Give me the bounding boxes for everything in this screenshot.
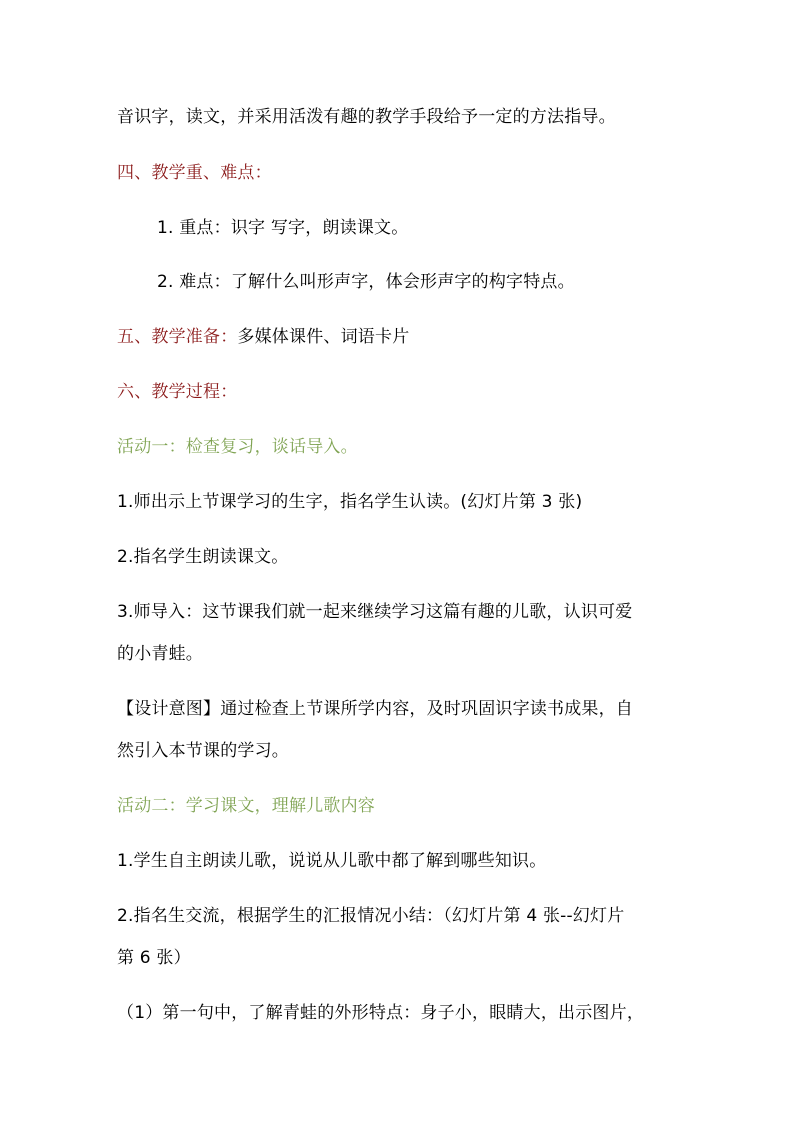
activity-1-step-3-line-2: 的小青蛙。 [117,644,203,664]
section-6-heading: 六、教学过程： [117,382,238,402]
activity-1-step-1: 1.师出示上节课学习的生字，指名学生认读。(幻灯片第 3 张) [117,492,583,512]
section-4-item-1: 1. 重点：识字 写字，朗读课文。 [157,218,409,238]
activity-1-heading: 活动一：检查复习，谈话导入。 [117,437,358,457]
activity-2-sub-1: （1）第一句中，了解青蛙的外形特点：身子小，眼睛大，出示图片， [117,1003,645,1023]
design-intent-line-1: 【设计意图】通过检查上节课所学内容，及时巩固识字读书成果，自 [117,699,633,719]
activity-2-step-2-line-1: 2.指名生交流，根据学生的汇报情况小结：（幻灯片第 4 张--幻灯片 [117,906,625,926]
design-intent-line-2: 然引入本节课的学习。 [117,741,289,761]
activity-2-step-2-line-2: 第 6 张） [117,948,191,968]
intro-line: 音识字，读文，并采用活泼有趣的教学手段给予一定的方法指导。 [117,107,616,127]
section-4-item-2: 2. 难点：了解什么叫形声字，体会形声字的构字特点。 [157,272,575,292]
activity-2-heading: 活动二：学习课文，理解儿歌内容 [117,796,375,816]
activity-1-step-2: 2.指名学生朗读课文。 [117,547,289,567]
activity-1-step-3-line-1: 3.师导入：这节课我们就一起来继续学习这篇有趣的儿歌，认识可爱 [117,602,633,622]
section-5-line [117,326,409,348]
section-5-heading: 五、教学准备： [117,327,238,347]
section-5-content: 多媒体课件、词语卡片 [237,327,410,347]
section-4-heading: 四、教学重、难点： [117,163,272,183]
activity-2-step-1: 1.学生自主朗读儿歌，说说从儿歌中都了解到哪些知识。 [117,851,547,871]
